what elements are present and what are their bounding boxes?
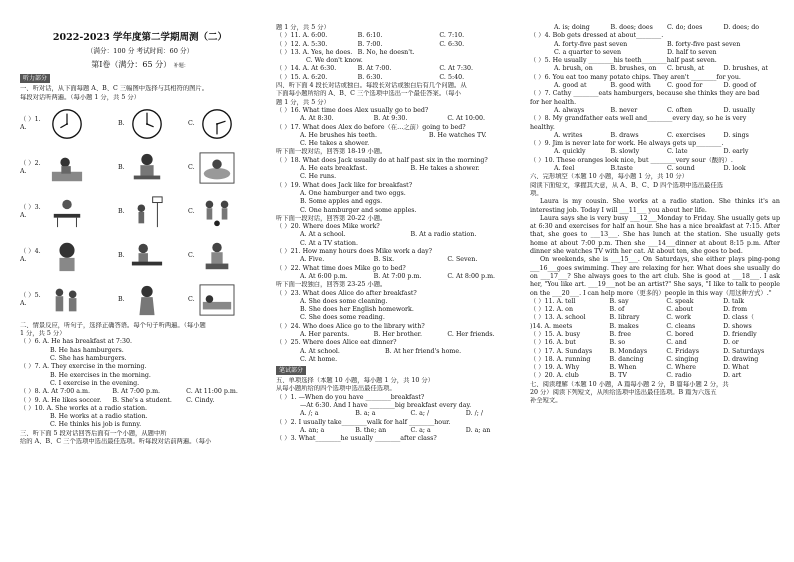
q9: [20, 397, 260, 405]
mc-q5: （ ）5. He usually ________his teeth________half past seven.: [530, 57, 717, 65]
mc-q6-b: B. good with: [610, 82, 651, 90]
cloze-q15: [530, 331, 780, 339]
cloze-paragraph-3: On weekends, she is ___15___. On Saturdays, she either plays ping-pong ___16___goes swimming. They are relaxing for her. What does she usually do on ___17___? She always goes to the art club. She is good at ___18___. I ask her, "You like art. ___19___not be an artist?" She says, "I like to talk to people on the ___20___. I can help more（更多的）people in this way（用这种方式）.": [530, 256, 780, 297]
mc-q9-options: [530, 148, 780, 156]
mc-q1-a: A. /; a: [300, 410, 319, 418]
q20-b: B. At a radio station.: [410, 231, 477, 239]
option-a[interactable]: [48, 283, 118, 317]
option-b-label: B.: [118, 251, 125, 259]
volume-note: 补题：: [173, 63, 189, 70]
cloze-q12-a: （ ）12. A. on: [530, 306, 574, 314]
q12-a: （ ）12. A. 5:30.: [276, 40, 328, 48]
option-b[interactable]: [118, 151, 188, 185]
q23: （ ）23. What does Alice do after breakfast?: [276, 289, 417, 297]
exam-meta: （满分：100 分 考试时间：60 分）: [86, 47, 194, 55]
mc-q6-c: C. good for: [667, 82, 703, 90]
q11-c: C. 7:10.: [439, 32, 465, 40]
mc-q8-d: D. sings: [723, 131, 749, 139]
bed-icon: [198, 283, 236, 317]
mc-q4-options-1: [530, 41, 780, 49]
clock-icon: [128, 107, 166, 141]
q24: （ ）24. Who does Alice go to the library with?: [276, 322, 425, 330]
section-tag-written: 笔试部分: [276, 366, 306, 375]
cloze-q20-c: C. radio: [666, 372, 692, 380]
option-c-label: C.: [188, 207, 195, 215]
section-tag-listening: 听力部分: [20, 74, 50, 83]
cloze-q18-d: D. drawing: [723, 355, 759, 363]
q19: （ ）19. What does Jack like for breakfast?: [276, 181, 413, 189]
q22-b: B. At 7:00 p.m.: [373, 272, 422, 280]
cloze-q14-d: D. shows: [723, 322, 752, 330]
cloze-q20-b: B. TV: [609, 372, 627, 380]
cloze-q11: [530, 298, 780, 306]
mc-q9: （ ）9. Jim is never late for work. He always gets up________.: [530, 140, 724, 148]
q21-options: [276, 256, 521, 264]
section7-line2: 20 分）阅读下列短文，从所给选项中选出最佳选项。B 篇为六选五: [530, 389, 717, 397]
cloze-q20-a: （ ）20. A. club: [530, 372, 579, 380]
option-b[interactable]: [118, 107, 188, 141]
mc-q5-c: C. brush, at: [667, 65, 705, 73]
option-b-label: B.: [118, 163, 125, 171]
mc-q1-options: [276, 410, 521, 418]
option-c-label: C.: [188, 119, 195, 127]
q25-a: A. At school.: [300, 347, 340, 355]
q10-b: B. He works at a radio station.: [50, 413, 148, 421]
option-c[interactable]: [188, 151, 258, 185]
mc-q9-b: B. slowly: [610, 148, 640, 156]
q25-options: [276, 348, 521, 356]
q24-c: C. Her friends.: [447, 330, 495, 338]
mc-q1-c: C. a; /: [410, 410, 430, 418]
option-c[interactable]: [188, 107, 258, 141]
cloze-q17-d: D. Saturdays: [723, 347, 765, 355]
option-b-label: B.: [118, 295, 125, 303]
mc-q3-a: A. is; doing: [554, 24, 590, 31]
cloze-q13-d: D. class（: [723, 314, 755, 322]
picture-question-4: [20, 234, 260, 278]
option-c-label: C.: [188, 163, 195, 171]
family-icon: [48, 283, 86, 317]
section2-line2: 1 分，共 5 分）: [20, 330, 66, 338]
mc-q5-a: A. brush, on: [554, 65, 593, 73]
cloze-q11-c: C. speak: [666, 297, 694, 305]
clock-icon: [48, 107, 86, 141]
q9-c: C. Cindy.: [186, 396, 215, 404]
mc-q9-c: C. late: [667, 148, 688, 156]
option-b-label: B.: [118, 119, 125, 127]
section7-line3: 补全短文。: [530, 397, 562, 405]
q6: （ ）6. A. He has breakfast at 7:30.: [20, 338, 133, 346]
q23-a: A. She does some cleaning.: [300, 297, 388, 305]
q16-options: [276, 115, 521, 123]
q13-a: （ ）13. A. Yes, he does.: [276, 48, 353, 56]
cloze-q16-a: （ ）16. A. but: [530, 339, 576, 347]
column-1: [20, 0, 260, 562]
q19-b: B. Some apples and eggs.: [300, 198, 383, 206]
mc-q8-a: A. writes: [554, 131, 583, 139]
cloze-paragraph-1: Laura is my cousin. She works at a radio station. She thinks it's an interesting job. Today I will ___11___ you about her life.: [530, 198, 780, 214]
cloze-q19: [530, 364, 780, 372]
mc-q3-c: C. do; does: [667, 24, 703, 31]
q17: （ ）17. What does Alex do before（在…之前）going to bed?: [276, 123, 466, 131]
q10: （ ）10. A. She works at a radio station.: [20, 404, 148, 412]
section4-line1: 四、听下面 4 段长对话或独白。每段长对话或独白后有几个问题。从: [276, 82, 467, 90]
q21: （ ）21. How many hours does Mike work a day?: [276, 248, 433, 256]
q24-a: A. Her parents.: [300, 330, 350, 338]
mc-q8-line2: healthy.: [530, 123, 555, 131]
option-a[interactable]: [48, 107, 118, 141]
q17-b: B. He watches TV.: [428, 131, 487, 139]
q17-a: A. He brushes his teeth.: [300, 131, 377, 139]
cloze-q16: [530, 339, 780, 347]
q24-options: [276, 331, 521, 339]
cloze-q13-a: （ ）13. A. school: [530, 314, 586, 322]
section4-line3: 题 1 分，共 5 分）: [276, 98, 330, 106]
section4-line2: 下面每小题所给的 A、B、C 三个选项中选出一个最佳答案。（每小: [276, 90, 461, 98]
intro-23: 听下面一段独白，回答第 23-25 小题。: [276, 281, 387, 289]
cloze-q16-d: D. or: [723, 339, 739, 347]
cloze-q13-b: B. library: [609, 314, 640, 322]
mc-q7-options: [530, 107, 780, 115]
cloze-q11-a: （ ）11. A. tell: [530, 297, 576, 305]
question-number: （ ）3. A.: [20, 203, 41, 219]
q14: [276, 65, 521, 73]
column-3: [530, 0, 780, 562]
q6-c: C. She has hamburgers.: [50, 355, 127, 363]
q21-a: A. Five.: [300, 256, 325, 264]
cloze-q16-b: B. so: [609, 339, 626, 347]
cloze-q15-c: C. bored: [666, 330, 694, 338]
q13: [276, 49, 521, 57]
section3-line1: 三、听下面 5 段对话回答后面有一个小题，从题中所: [20, 429, 167, 437]
q22: （ ）22. What time does Mike go to bed?: [276, 264, 406, 272]
cloze-q18: [530, 356, 780, 364]
mc-q4-c: C. a quarter to seven: [554, 48, 622, 56]
q10-c: C. He thinks his job is funny.: [50, 421, 142, 429]
cloze-q18-b: B. dancing: [609, 355, 644, 363]
mc-q4: （ ）4. Bob gets dressed at about________.: [530, 32, 664, 40]
option-c[interactable]: [188, 283, 258, 317]
option-a[interactable]: [48, 239, 118, 273]
cloze-q12-d: D. from: [723, 306, 748, 314]
mc-q2-b: B. the; an: [355, 426, 387, 434]
cloze-q12-b: B. of: [609, 306, 625, 314]
mc-q4-b: B. forty-five past seven: [667, 40, 741, 48]
q15: [276, 74, 521, 82]
question-number: （ ）2. A.: [20, 159, 41, 175]
section5-line2: 从每小题所给的四个选项中选出最佳选项。: [276, 385, 396, 393]
mc-q10-b: B.taste: [610, 165, 633, 173]
option-b[interactable]: [118, 195, 188, 229]
q19-a: A. One hamburger and two eggs.: [300, 189, 406, 197]
cloze-q15-a: （ ）15. A. busy: [530, 330, 581, 338]
cloze-q19-d: D. What: [723, 364, 749, 372]
mc-q3: （ ）3. What________he usually ________after class?: [276, 435, 437, 443]
cloze-q18-c: C. singing: [666, 355, 699, 363]
q16-a: A. At 8:30.: [300, 115, 334, 123]
cloze-q17: [530, 348, 780, 356]
q6-b: B. He has hamburgers.: [50, 346, 124, 354]
cloze-q16-c: C. and: [666, 339, 687, 347]
q11-b: B. 6:10.: [357, 32, 383, 40]
intro-20: 听下面一段对话，回答第 20-22 小题。: [276, 214, 387, 222]
q11-a: （ ）11. A. 6:00.: [276, 32, 328, 40]
mc-q8-b: B. draws: [610, 131, 639, 139]
q12: [276, 41, 521, 49]
option-b[interactable]: [118, 283, 188, 317]
mc-q1-d: D. /; /: [465, 410, 483, 418]
mc-q8-c: C. exercises: [667, 131, 706, 139]
person-sitting-icon: [198, 239, 236, 273]
mc-q4-options-2: [530, 49, 780, 57]
section3-continued: 题 1 分，共 5 分）: [276, 24, 330, 31]
cloze-q14-b: B. makes: [609, 322, 639, 330]
option-b-label: B.: [118, 207, 125, 215]
mc-q7-d: D. usually: [723, 106, 756, 114]
mc-q10-d: D. look: [723, 165, 746, 173]
mc-q1-line2: —At 6:30. And I have ________big breakfast every day.: [300, 402, 472, 410]
q23-c: C. She does some reading.: [300, 314, 385, 322]
mc-q6: （ ）6. You eat too many potato chips. They aren't ________for you.: [530, 73, 741, 81]
woman-icon: [128, 283, 166, 317]
mc-q7-c: C. often: [667, 106, 693, 114]
q7-c: C. I exercise in the evening.: [50, 379, 140, 387]
q8: [20, 388, 260, 396]
q20-a: A. At a school.: [300, 231, 346, 239]
section5-line1: 五、单项选择（本题 10 小题，每小题 1 分，共 10 分）: [276, 377, 434, 385]
q7-b: B. He exercises in the morning.: [50, 371, 151, 379]
q13-b: B. No, he doesn't.: [357, 48, 415, 56]
mc-q9-d: D. early: [723, 148, 749, 156]
q18-b: B. He takes a shower.: [410, 165, 480, 173]
intro-18: 听下面一段对话，回答第 18-19 小题。: [276, 148, 387, 156]
section7-line1: 七、阅读理解（本题 10 小题，A 篇每小题 2 分，B 篇每小题 2 分，共: [530, 380, 729, 388]
mc-q7-a: A. always: [554, 106, 585, 114]
option-a[interactable]: [48, 195, 118, 229]
mc-q2: （ ）2. I usually take________walk for half ________hour.: [276, 418, 451, 426]
cloze-q17-a: （ ）17. A. Sundays: [530, 347, 593, 355]
person-writing-icon: [128, 239, 166, 273]
cloze-q18-a: （ ）18. A. running: [530, 355, 591, 363]
q9-a: （ ）9. A. He likes soccer.: [20, 396, 102, 404]
q16: （ ）16. What time does Alex usually go to bed?: [276, 106, 429, 114]
option-b[interactable]: [118, 239, 188, 273]
section6-line3: 项。: [530, 189, 543, 197]
picture-question-3: [20, 190, 260, 234]
q8-c: C. At 11:00 p.m.: [186, 388, 238, 396]
q15-c: C. 5:40.: [439, 73, 465, 81]
mc-q5-d: D. brushes, at: [723, 65, 768, 73]
q20-options: [276, 231, 521, 239]
q16-b: B. At 9:30.: [373, 115, 408, 123]
q9-b: B. She's a student.: [112, 396, 172, 404]
q25-b: B. At her friend's home.: [385, 347, 462, 355]
q12-b: B. 7:00.: [357, 40, 383, 48]
section6-line1: 六、完形填空（本题 10 小题，每小题 1 分，共 10 分）: [530, 173, 688, 181]
q8-a: （ ）8. A. At 7:00 a.m.: [20, 388, 90, 396]
cloze-q13-c: C. work: [666, 314, 691, 322]
children-playing-icon: [198, 195, 236, 229]
q14-b: B. At 7:00.: [357, 65, 392, 73]
mc-q7: （ ）7. Cathy ________eats hamburgers, because she thinks they are bad: [530, 90, 760, 98]
girl-icon: [48, 239, 86, 273]
q11: [276, 32, 521, 40]
mc-q6-d: D. good of: [723, 82, 757, 90]
cloze-q17-c: C. Fridays: [666, 347, 699, 355]
mc-q1: （ ）1. —When do you have ________breakfast?: [276, 393, 425, 401]
mc-q8: （ ）8. My grandfather eats well and________every day, so he is very: [530, 115, 747, 123]
basketball-icon: [128, 195, 166, 229]
person-reading-icon: [48, 151, 86, 185]
q20: （ ）20. Where does Mike work?: [276, 223, 380, 231]
mc-q5-b: B. brushes, on: [610, 65, 657, 73]
q21-c: C. Seven.: [447, 256, 478, 264]
person-at-desk-icon: [48, 195, 86, 229]
question-number: （ ）1. A.: [20, 115, 41, 131]
option-c[interactable]: [188, 239, 258, 273]
question-number: （ ）5. A.: [20, 291, 41, 307]
mc-q2-c: C. a; a: [410, 426, 431, 434]
cloze-paragraph-2: Laura says she is very busy ___12___Monday to Friday. She usually gets up at 6:30 and exercises for half an hour. She has a nice breakfast at 7:15. After that, she goes to ___13___. She has lunch at the station. She usually gets home at about 7:00 p.m. Then she ___14___dinner at about 8:15 p.m. After dinner she watches TV with her cat. At about ten, she goes to bed.: [530, 214, 780, 256]
q14-a: （ ）14. A. At 6:30.: [276, 65, 337, 73]
q23-b: B. She does her English homework.: [300, 306, 414, 314]
mc-q6-options: [530, 82, 780, 90]
section6-line2: 阅读下面短文，掌握其大意，从 A、B、C、D 四个选项中选出最佳选: [530, 181, 724, 189]
q16-c: C. At 10:00.: [447, 115, 486, 123]
q8-b: B. At 7:00 p.m.: [112, 388, 161, 396]
section1-line2: 每段对话听两遍。（每小题 1 分，共 5 分）: [20, 93, 140, 101]
option-c-label: C.: [188, 251, 195, 259]
mc-q4-a: A. forty-five past seven: [554, 40, 628, 48]
clock-icon: [198, 107, 236, 141]
mc-q3-d: D. does; do: [723, 24, 760, 31]
q24-b: B. Her brother.: [373, 330, 422, 338]
mc-q7-b: B. never: [610, 106, 638, 114]
cloze-q14-c: C. cleans: [666, 322, 696, 330]
child-bath-icon: [198, 151, 236, 185]
cloze-q14: [530, 323, 780, 331]
cloze-q19-a: （ ）19. A. Why: [530, 364, 580, 372]
q14-c: C. At 7:30.: [439, 65, 474, 73]
q22-a: A. At 6:00 p.m.: [300, 272, 348, 280]
mc-q5-options: [530, 65, 780, 73]
q22-c: C. At 8:00 p.m.: [447, 272, 496, 280]
cloze-q19-c: C. Where: [666, 364, 696, 372]
section1-line1: 一、听对话，从下面每题 A、B、C 三幅图中选择与其相符的图片。: [20, 85, 209, 93]
q15-b: B. 6:30.: [357, 73, 383, 81]
q18-options: [276, 165, 521, 173]
q25: （ ）25. Where does Alice eat dinner?: [276, 339, 397, 347]
option-c[interactable]: [188, 195, 258, 229]
mc-q10-c: C. sound: [667, 165, 695, 173]
mc-q9-a: A. quickly: [554, 148, 586, 156]
q25-c: C. At home.: [300, 355, 338, 363]
q18: （ ）18. What does Jack usually do at half past six in the morning?: [276, 156, 488, 164]
volume-heading: [20, 59, 260, 72]
cloze-q15-d: D. friendly: [723, 330, 757, 338]
mc-q10-options: [530, 165, 780, 173]
picture-question-2: [20, 146, 260, 190]
q17-c: C. He takes a shower.: [300, 140, 370, 148]
cloze-q12: [530, 306, 780, 314]
volume-label: 第Ⅰ卷（满分：65 分）: [91, 60, 172, 70]
q15-a: （ ）15. A. 6:20.: [276, 73, 328, 81]
cloze-q19-b: B. When: [609, 364, 637, 372]
mc-q10-a: A. feel: [554, 165, 575, 173]
mc-q1-b: B. a; a: [355, 410, 376, 418]
section3-line2: 给的 A、B、C 三个选项中选出最佳选项。听每段对话前两遍。（每小: [20, 438, 212, 446]
q7: （ ）7. A. They exercise in the morning.: [20, 363, 147, 371]
mc-q3-options: [530, 24, 780, 32]
cloze-q11-d: D. talk: [723, 297, 745, 305]
cloze-q13: [530, 314, 780, 322]
picture-question-5: [20, 278, 260, 322]
cloze-options: [530, 298, 780, 381]
q18-c: C. He runs.: [300, 173, 337, 181]
cloze-q15-b: B. free: [609, 330, 631, 338]
exam-title: 2022-2023 学年度第二学期周测（二）: [52, 32, 228, 43]
mc-q2-a: A. an; a: [300, 426, 325, 434]
q12-c: C. 6:30.: [439, 40, 465, 48]
mc-q6-a: A. good at: [554, 82, 587, 90]
option-a[interactable]: [48, 151, 118, 185]
cloze-q17-b: B. Mondays: [609, 347, 648, 355]
picture-question-1: [20, 102, 260, 146]
cloze-q12-c: C. about: [666, 306, 694, 314]
mc-q2-options: [276, 427, 521, 435]
cloze-q20-d: D. art: [723, 372, 742, 380]
cloze-q11-b: B. say: [609, 297, 629, 305]
q19-c: C. One hamburger and some apples.: [300, 206, 417, 214]
mc-q8-options: [530, 132, 780, 140]
mc-q7-line2: for her health.: [530, 98, 577, 106]
mc-q4-d: D. half to seven: [667, 48, 717, 56]
column-2: [276, 0, 521, 562]
q13-c: C. We don't know.: [306, 57, 363, 65]
section2-line1: 二、情景反应，听句子，选择正确答语。每个句子听两遍。（每小题: [20, 321, 206, 329]
q21-b: B. Six.: [373, 256, 395, 264]
q22-options: [276, 273, 521, 281]
cloze-q14-a: )14. A. meets: [530, 322, 573, 330]
q18-a: A. He eats breakfast.: [300, 165, 368, 173]
mc-q2-d: D. a; an: [465, 426, 491, 434]
option-c-label: C.: [188, 295, 195, 303]
mc-q3-b: B. does; does: [610, 24, 653, 31]
question-number: （ ）4. A.: [20, 247, 41, 263]
mc-q10: （ ）10. These oranges look nice, but ________very sour（酸的）.: [530, 156, 733, 164]
q17-options: [276, 132, 521, 140]
q20-c: C. At a TV station.: [300, 239, 358, 247]
cloze-q20: [530, 372, 780, 380]
person-eating-icon: [128, 151, 166, 185]
